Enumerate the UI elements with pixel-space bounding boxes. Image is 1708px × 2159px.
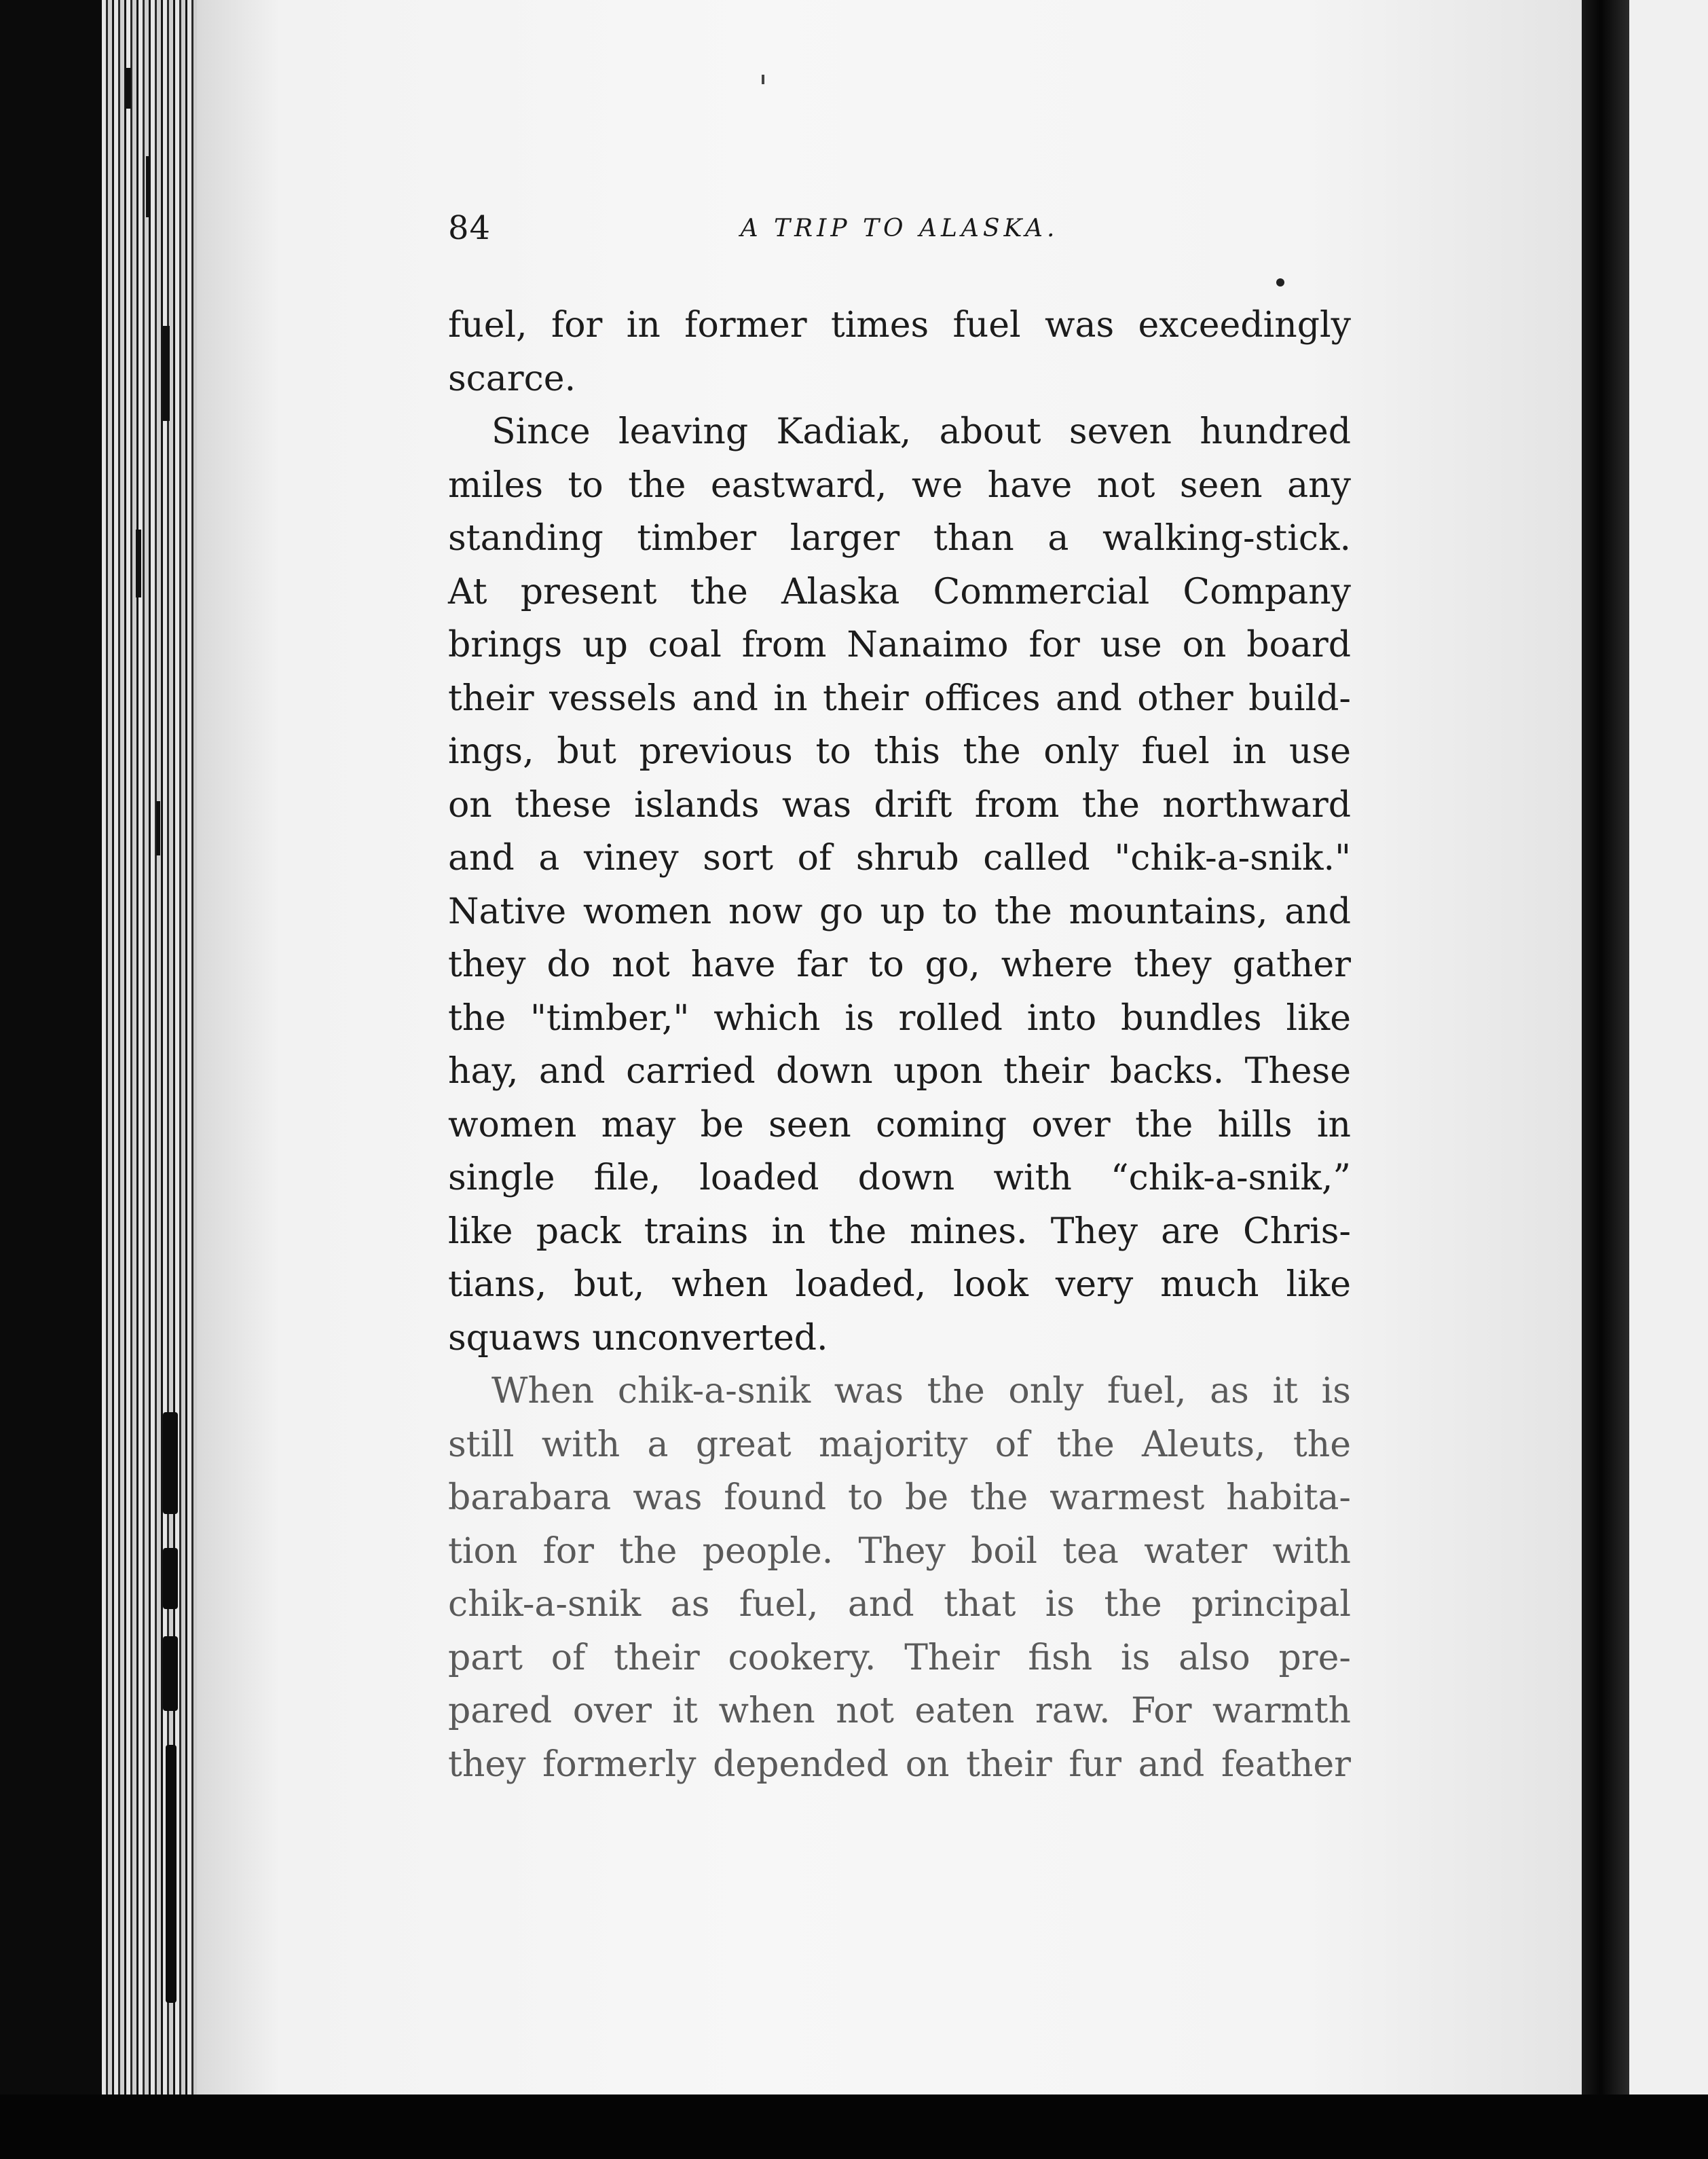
- text-line: fuel, for in former times fuel was exceedingly: [448, 305, 1351, 346]
- text-line: ings, but previous to this the only fuel in use: [448, 731, 1351, 772]
- page-number: 84: [448, 209, 491, 247]
- text-line: hay, and carried down upon their backs. These: [448, 1051, 1351, 1092]
- edge-mark: [163, 326, 170, 421]
- body-text: [448, 299, 1351, 1791]
- edge-mark: [146, 156, 150, 217]
- text-line: miles to the eastward, we have not seen any: [448, 464, 1351, 506]
- speck-mark: [762, 75, 764, 84]
- text-line: part of their cookery. Their fish is also pre-: [448, 1637, 1351, 1678]
- stamp-stroke: [163, 1412, 178, 1514]
- text-line: they do not have far to go, where they gather: [448, 944, 1351, 985]
- edge-mark: [126, 68, 131, 109]
- text-line: women may be seen coming over the hills in: [448, 1104, 1351, 1145]
- bottom-dark-band: [0, 2095, 1708, 2159]
- edge-mark: [156, 801, 160, 855]
- text-line: scarce.: [448, 358, 576, 399]
- text-line: like pack trains in the mines. They are Chris-: [448, 1211, 1351, 1252]
- text-line: standing timber larger than a walking-stick.: [448, 518, 1351, 559]
- text-line: At present the Alaska Commercial Company: [448, 571, 1351, 612]
- page-header: [448, 209, 1351, 263]
- edge-mark: [136, 530, 141, 597]
- text-line: they formerly depended on their fur and feather: [448, 1743, 1351, 1785]
- ink-dot: [1276, 278, 1284, 287]
- running-head: A TRIP TO ALASKA.: [740, 215, 1059, 242]
- text-line: their vessels and in their offices and other build-: [448, 678, 1351, 719]
- text-line: single file, loaded down with “chik-a-snik,”: [448, 1158, 1351, 1198]
- text-line: on these islands was drift from the northward: [448, 784, 1351, 826]
- text-line: Since leaving Kadiak, about seven hundred: [491, 411, 1351, 452]
- text-line: pared over it when not eaten raw. For warmth: [448, 1691, 1351, 1731]
- text-line: squaws unconverted.: [448, 1317, 828, 1359]
- text-line: the "timber," which is rolled into bundles like: [448, 997, 1351, 1039]
- text-line: still with a great majority of the Aleuts, the: [448, 1424, 1351, 1465]
- text-line: When chik-a-snik was the only fuel, as it is: [491, 1371, 1351, 1411]
- text-line: tians, but, when loaded, look very much like: [448, 1264, 1351, 1305]
- text-line: and a viney sort of shrub called "chik-a-snik.": [448, 838, 1351, 879]
- text-line: Native women now go up to the mountains, and: [448, 891, 1351, 932]
- stamp-stroke: [163, 1548, 178, 1609]
- stamp-stroke: [163, 1636, 178, 1711]
- text-line: chik-a-snik as fuel, and that is the principal: [448, 1584, 1351, 1625]
- right-binding-shadow: [1582, 0, 1629, 2095]
- text-line: brings up coal from Nanaimo for use on board: [448, 625, 1351, 665]
- text-line: barabara was found to be the warmest habita-: [448, 1477, 1351, 1518]
- stamp-stroke: [166, 1745, 177, 2003]
- text-line: tion for the people. They boil tea water with: [448, 1530, 1351, 1572]
- library-stamp: [136, 1412, 204, 2023]
- right-outer-margin: [1629, 0, 1708, 2095]
